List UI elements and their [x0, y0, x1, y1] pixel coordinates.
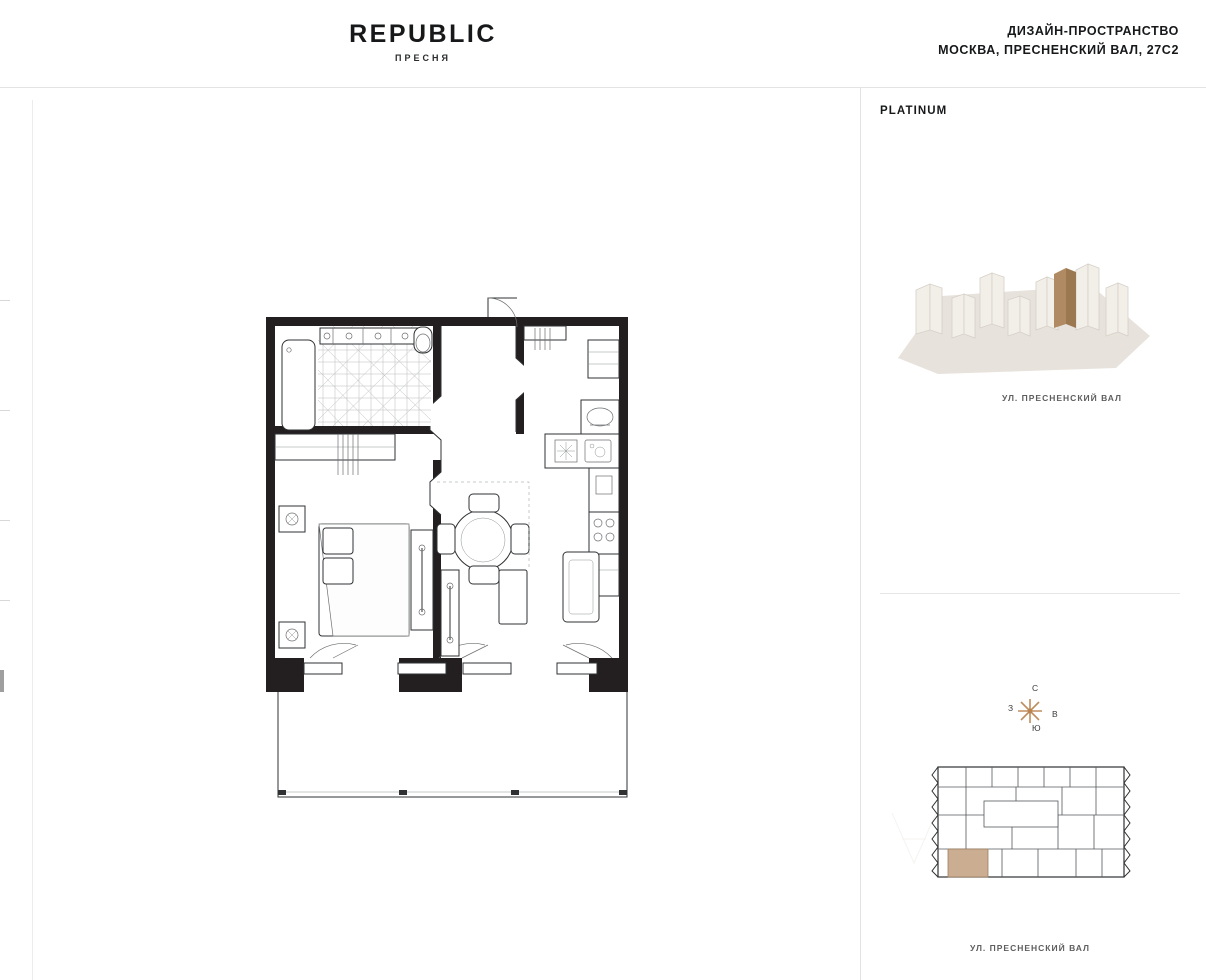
compass-east: В	[1052, 709, 1058, 719]
floor-plan-drawing	[33, 100, 847, 980]
sidebar-divider	[880, 593, 1180, 594]
brand-name: REPUBLIC	[349, 20, 497, 48]
compass	[990, 683, 1070, 743]
edge-tick	[0, 520, 10, 521]
compass-south: Ю	[1032, 723, 1041, 733]
massing-caption: УЛ. ПРЕСНЕНСКИЙ ВАЛ	[1002, 393, 1123, 403]
brand-block	[0, 22, 846, 63]
address-block	[938, 22, 1179, 61]
compass-west: З	[1008, 703, 1014, 713]
vertical-divider	[860, 88, 861, 980]
floor-key-plan	[880, 753, 1180, 943]
edge-tick	[0, 300, 10, 301]
compass-north: С	[1032, 683, 1039, 693]
address-line-2: МОСКВА, ПРЕСНЕНСКИЙ ВАЛ, 27С2	[938, 43, 1179, 58]
edge-scroll-marker	[0, 670, 4, 692]
highlighted-unit	[948, 849, 988, 877]
floor-plan-caption: УЛ. ПРЕСНЕНСКИЙ ВАЛ	[969, 943, 1090, 953]
compass-rose-icon	[990, 683, 1070, 743]
address-line-1: ДИЗАЙН-ПРОСТРАНСТВО	[1007, 24, 1179, 38]
edge-tick	[0, 600, 10, 601]
edge-tick	[0, 410, 10, 411]
floor-plan-pane	[32, 100, 846, 980]
sidebar-title: PLATINUM	[880, 105, 948, 117]
sidebar	[880, 88, 1180, 980]
massing-diagram	[880, 178, 1180, 378]
page-header	[0, 0, 1206, 88]
brand-subtitle: ПРЕСНЯ	[395, 53, 451, 63]
